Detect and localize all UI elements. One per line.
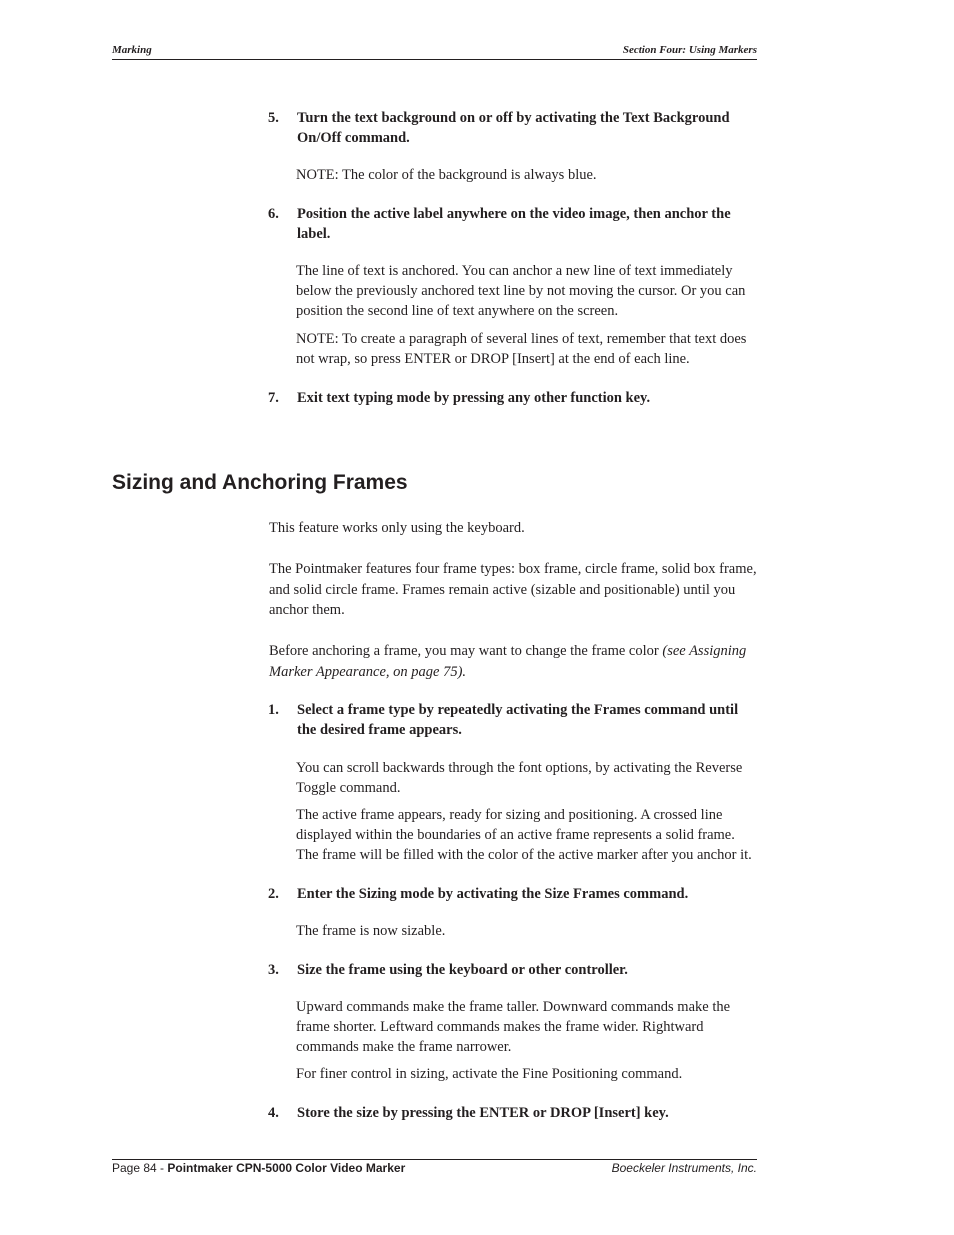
step-text: Exit text typing mode by pressing any other function key. — [297, 390, 651, 406]
footer-company: Boeckeler Instruments, Inc. — [611, 1161, 757, 1175]
step-text: Enter the Sizing mode by activating the Size Frames command. — [297, 886, 689, 902]
finer-control-paragraph: For finer control in sizing, activate the Fine Positioning command. — [296, 1066, 683, 1082]
scroll-back-paragraph: You can scroll backwards through the font options, by activating the Reverse Toggle command. — [296, 760, 743, 796]
step-number: 5. — [268, 110, 279, 126]
step-number: 6. — [268, 206, 279, 222]
step-text: Size the frame using the keyboard or other controller. — [297, 962, 628, 978]
active-frame-paragraph: The active frame appears, ready for sizing and positioning. A crossed line displayed within the boundaries of an active frame represents a solid frame. The frame will be filled with the color of the active marker after you anchor it. — [296, 807, 752, 863]
upward-commands-paragraph: Upward commands make the frame taller. Downward commands make the frame shorter. Leftward commands makes the frame wider. Rightward commands make the frame narrower. — [296, 999, 731, 1055]
header-chapter: Marking — [112, 44, 152, 56]
note-paragraph: NOTE: To create a paragraph of several lines of text, remember that text does not wrap, so press ENTER or DROP [Insert] at the end of each line. — [296, 331, 747, 367]
note-background: NOTE: The color of the background is always blue. — [296, 167, 597, 183]
page-number: Page 84 - — [112, 1161, 168, 1175]
footer-page-info — [112, 1161, 405, 1175]
step-text: Position the active label anywhere on the video image, then anchor the label. — [297, 206, 731, 242]
intro-paragraph-2: The Pointmaker features four frame types: box frame, circle frame, solid box frame, and solid circle frame. Frames remain active (sizable and positionable) until you anchor them. — [269, 561, 757, 618]
section-title: Sizing and Anchoring Frames — [112, 471, 408, 494]
product-name: Pointmaker CPN-5000 Color Video Marker — [167, 1161, 406, 1175]
intro-text: Before anchoring a frame, you may want to change the frame color — [269, 643, 663, 659]
sizable-paragraph: The frame is now sizable. — [296, 923, 446, 939]
step-number: 4. — [268, 1105, 279, 1121]
step-text: Turn the text background on or off by activating the Text Background On/Off command. — [297, 110, 730, 146]
step-number: 2. — [268, 886, 279, 902]
step-number: 1. — [268, 702, 279, 718]
step-number: 7. — [268, 390, 279, 406]
anchored-text-paragraph: The line of text is anchored. You can anchor a new line of text immediately below the previously anchored text line by not moving the cursor. Or you can position the second line of text anywhere on the screen. — [296, 263, 746, 319]
page-footer — [112, 1159, 757, 1180]
cross-reference: (see Assigning Marker Appearance, on page 75). — [269, 643, 747, 680]
step-text: Store the size by pressing the ENTER or DROP [Insert] key. — [297, 1105, 669, 1121]
intro-paragraph-3 — [269, 641, 759, 682]
intro-paragraph-1: This feature works only using the keyboard. — [269, 520, 525, 536]
step-text: Select a frame type by repeatedly activating the Frames command until the desired frame appears. — [297, 702, 739, 738]
page-header — [112, 43, 757, 60]
header-section: Section Four: Using Markers — [622, 44, 757, 56]
step-number: 3. — [268, 962, 279, 978]
